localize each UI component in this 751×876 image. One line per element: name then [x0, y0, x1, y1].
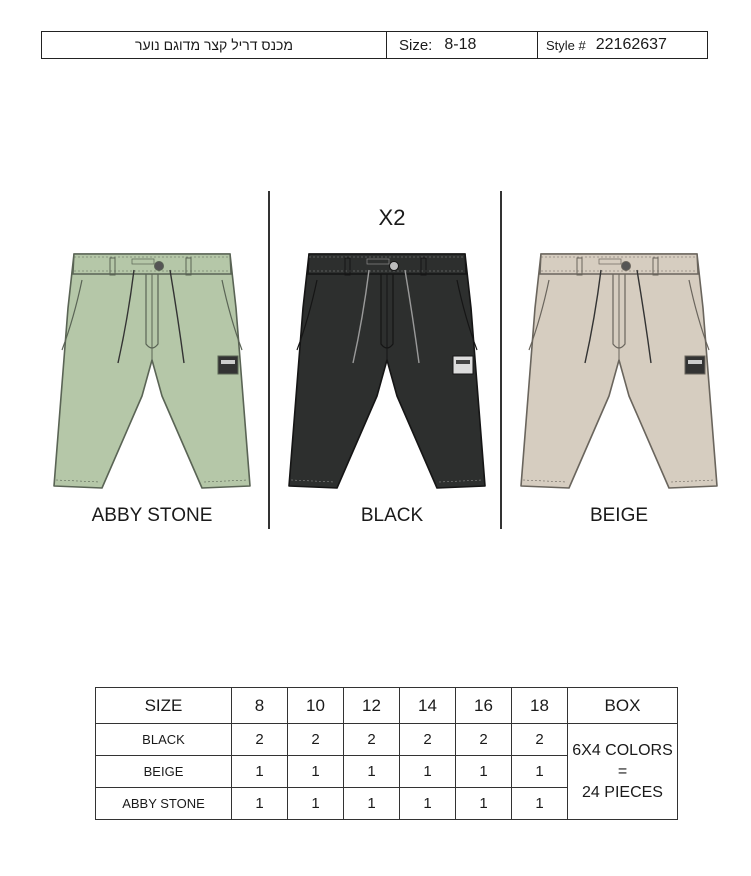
table-cell: 1 [456, 788, 512, 820]
table-row [96, 724, 678, 756]
shorts-black-image [287, 248, 487, 492]
table-cell: 1 [512, 788, 568, 820]
header-cell: 14 [400, 688, 456, 724]
header-cell: 10 [288, 688, 344, 724]
header-cell: 12 [344, 688, 400, 724]
table-cell: 2 [288, 724, 344, 756]
table-cell: 2 [456, 724, 512, 756]
header-cell: 8 [232, 688, 288, 724]
box-line: 24 PIECES [582, 784, 663, 801]
color-name-beige: BEIGE [589, 505, 649, 526]
table-cell: 1 [288, 756, 344, 788]
table-cell: 2 [232, 724, 288, 756]
header-cell: 18 [512, 688, 568, 724]
box-summary [568, 724, 678, 820]
table-cell: 1 [512, 756, 568, 788]
size-label: Size: [399, 36, 433, 54]
table-cell: 1 [344, 756, 400, 788]
table-header-row [96, 688, 678, 724]
size-breakdown-table [95, 687, 678, 820]
table-cell: 1 [288, 788, 344, 820]
box-line: 6X4 COLORS = [572, 742, 673, 780]
table-cell: 1 [232, 756, 288, 788]
table-cell: 2 [400, 724, 456, 756]
header-cell: SIZE [96, 688, 232, 724]
row-label: ABBY STONE [96, 788, 232, 820]
style-label: Style # [546, 37, 586, 53]
table-cell: 2 [512, 724, 568, 756]
table-cell: 1 [400, 788, 456, 820]
color-name-black: BLACK [360, 505, 424, 526]
column-divider [500, 191, 502, 529]
table-cell: 1 [344, 788, 400, 820]
shorts-beige-image [519, 248, 719, 492]
style-header [41, 31, 708, 59]
row-label: BEIGE [96, 756, 232, 788]
style-value: 22162637 [595, 36, 667, 53]
header-cell: BOX [568, 688, 678, 724]
table-cell: 1 [232, 788, 288, 820]
style-number [538, 32, 707, 58]
size-range [387, 32, 538, 58]
column-divider [268, 191, 270, 529]
shorts-abby-stone-image [52, 248, 252, 492]
product-description: מכנס דריל קצר מדוגם נוער [42, 32, 387, 58]
quantity-label: X2 [378, 205, 406, 230]
size-value: 8-18 [444, 36, 477, 53]
header-cell: 16 [456, 688, 512, 724]
table-cell: 2 [344, 724, 400, 756]
color-name-abby-stone: ABBY STONE [91, 505, 213, 526]
table-cell: 1 [456, 756, 512, 788]
row-label: BLACK [96, 724, 232, 756]
table-cell: 1 [400, 756, 456, 788]
